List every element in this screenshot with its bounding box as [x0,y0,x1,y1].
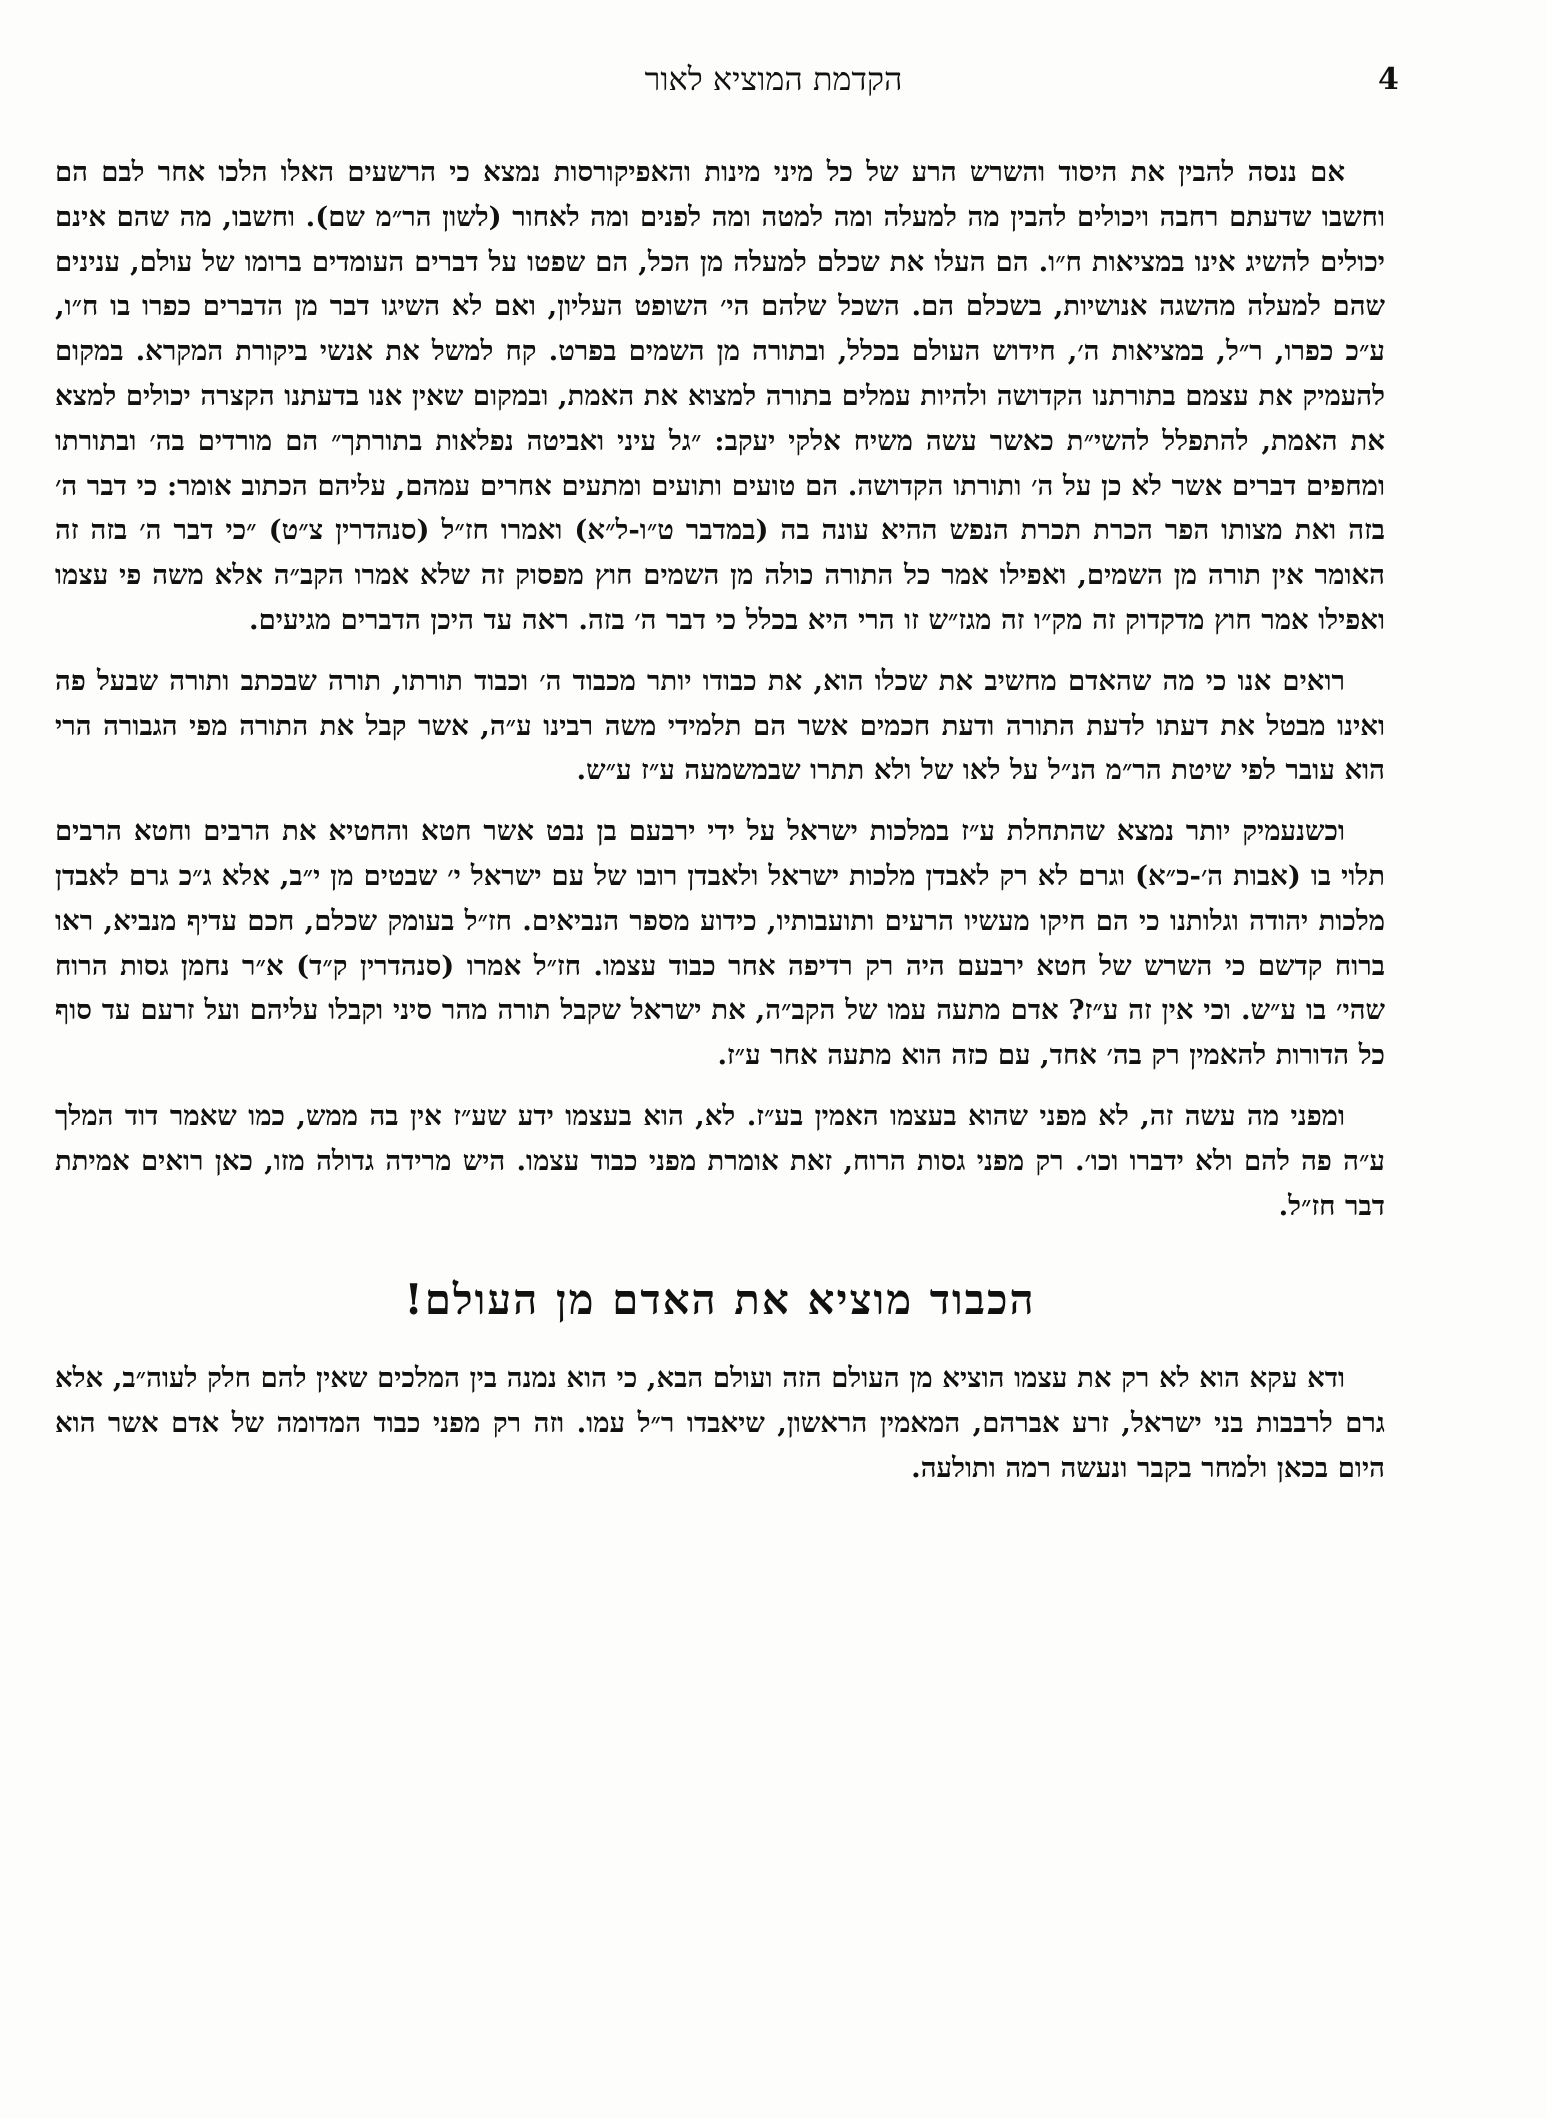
section-heading: הכבוד מוציא את האדם מן העולם! [404,1275,1036,1325]
page-body [55,150,1385,1491]
paragraph: רואים אנו כי מה שהאדם מחשיב את שכלו הוא, את כבודו יותר מכבוד ה׳ וכבוד תורתו, תורה שבכתב ותורה שבעל פה ואינו מבטל את דעתו לדעת התורה ודעת חכמים אשר הם תלמידי משה רבינו ע״ה, אשר קבל את התורה מפי הגבורה הרי הוא עובר לפי שיטת הר״מ הנ״ל על לאו של ולא תתרו שבמשמעה ע״ז ע״ש. [55,664,1385,787]
page-number: 4 [1378,62,1399,97]
paragraph: אם ננסה להבין את היסוד והשרש הרע של כל מיני מינות והאפיקורסות נמצא כי הרשעים האלו הלכו אחר לבם הם וחשבו שדעתם רחבה ויכולים להבין מה למעלה ומה למטה ומה לפנים ומה לאחור (לשון הר״מ שם). וחשבו, מה שהם אינם יכולים להשיג אינו במציאות ח״ו. הם העלו את שכלם למעלה מן הכל, הם שפטו על דברים העומדים ברומו של עולם, ענינים שהם למעלה מהשגה אנושיות, בשכלם הם. השכל שלהם הי׳ השופט העליון, ואם לא השיגו דבר מן הדברים כפרו בו ח״ו, ע״כ כפרו, ר״ל, במציאות ה׳, חידוש העולם בכלל, ובתורה מן השמים בפרט. קח למשל את אנשי ביקורת המקרא. במקום להעמיק את עצמם בתורתנו הקדושה ולהיות עמלים בתורה למצוא את האמת, ובמקום שאין אנו בדעתנו הקצרה יכולים למצא את האמת, להתפלל להשי״ת כאשר עשה משיח אלקי יעקב: ״גל עיני ואביטה נפלאות בתורתך״ הם מורדים בה׳ ובתורתו ומחפים דברים אשר לא כן על ה׳ ותורתו הקדושה. הם טועים ותועים ומתעים אחרים עמהם, עליהם הכתוב אומר: כי דבר ה׳ בזה ואת מצותו הפר הכרת תכרת הנפש ההיא עונה בה (במדבר ט״ו-ל״א) ואמרו חז״ל (סנהדרין צ״ט) ״כי דבר ה׳ בזה זה האומר אין תורה מן השמים, ואפילו אמר כל התורה כולה מן השמים חוץ מפסוק זה שלא אמרו הקב״ה אלא משה פי עצמו ואפילו אמר חוץ מדקדוק זה מק״ו זה מגז״ש זו הרי היא בכלל כי דבר ה׳ בזה. ראה עד היכן הדברים מגיעים. [55,156,1385,636]
paragraph: ודא עקא הוא לא רק את עצמו הוציא מן העולם הזה ועולם הבא, כי הוא נמנה בין המלכים שאין להם חלק לעוה״ב, אלא גרם לרבבות בני ישראל, זרע אברהם, המאמין הראשון, שיאבדו ר״ל עמו. וזה רק מפני כבוד המדומה של אדם אשר הוא היום בכאן ולמחר בקבר ונעשה רמה ותולעה. [55,1362,1385,1484]
running-title: הקדמת המוציא לאור [644,60,903,98]
paragraph: וכשנעמיק יותר נמצא שהתחלת ע״ז במלכות ישראל על ידי ירבעם בן נבט אשר חטא והחטיא את הרבים וחטא הרבים תלוי בו (אבות ה׳-כ״א) וגרם לא רק לאבדן מלכות ישראל ולאבדן רובו של עם ישראל י׳ שבטים מן י״ב, אלא ג״כ גרם לאבדן מלכות יהודה וגלותנו כי הם חיקו מעשיו הרעים ותועבותיו, כידוע מספר הנביאים. חז״ל בעומק שכלם, חכם עדיף מנביא, ראו ברוח קדשם כי השרש של חטא ירבעם היה רק רדיפה אחר כבוד עצמו. חז״ל אמרו (סנהדרין ק״ד) א״ר נחמן גסות הרוח שהי׳ בו ע״ש. וכי אין זה ע״ז? אדם מתעה עמו של הקב״ה, את ישראל שקבל תורה מהר סיני וקבלו עליהם ועל זרעם עד סוף כל הדורות להאמין רק בה׳ אחד, עם כזה הוא מתעה אחר ע״ז. [55,815,1385,1072]
paragraph: ומפני מה עשה זה, לא מפני שהוא בעצמו האמין בע״ז. לא, הוא בעצמו ידע שע״ז אין בה ממש, כמו שאמר דוד המלך ע״ה פה להם ולא ידברו וכו׳. רק מפני גסות הרוח, זאת אומרת מפני כבוד עצמו. היש מרידה גדולה מזו, כאן רואים אמיתת דבר חז״ל. [55,1099,1385,1222]
